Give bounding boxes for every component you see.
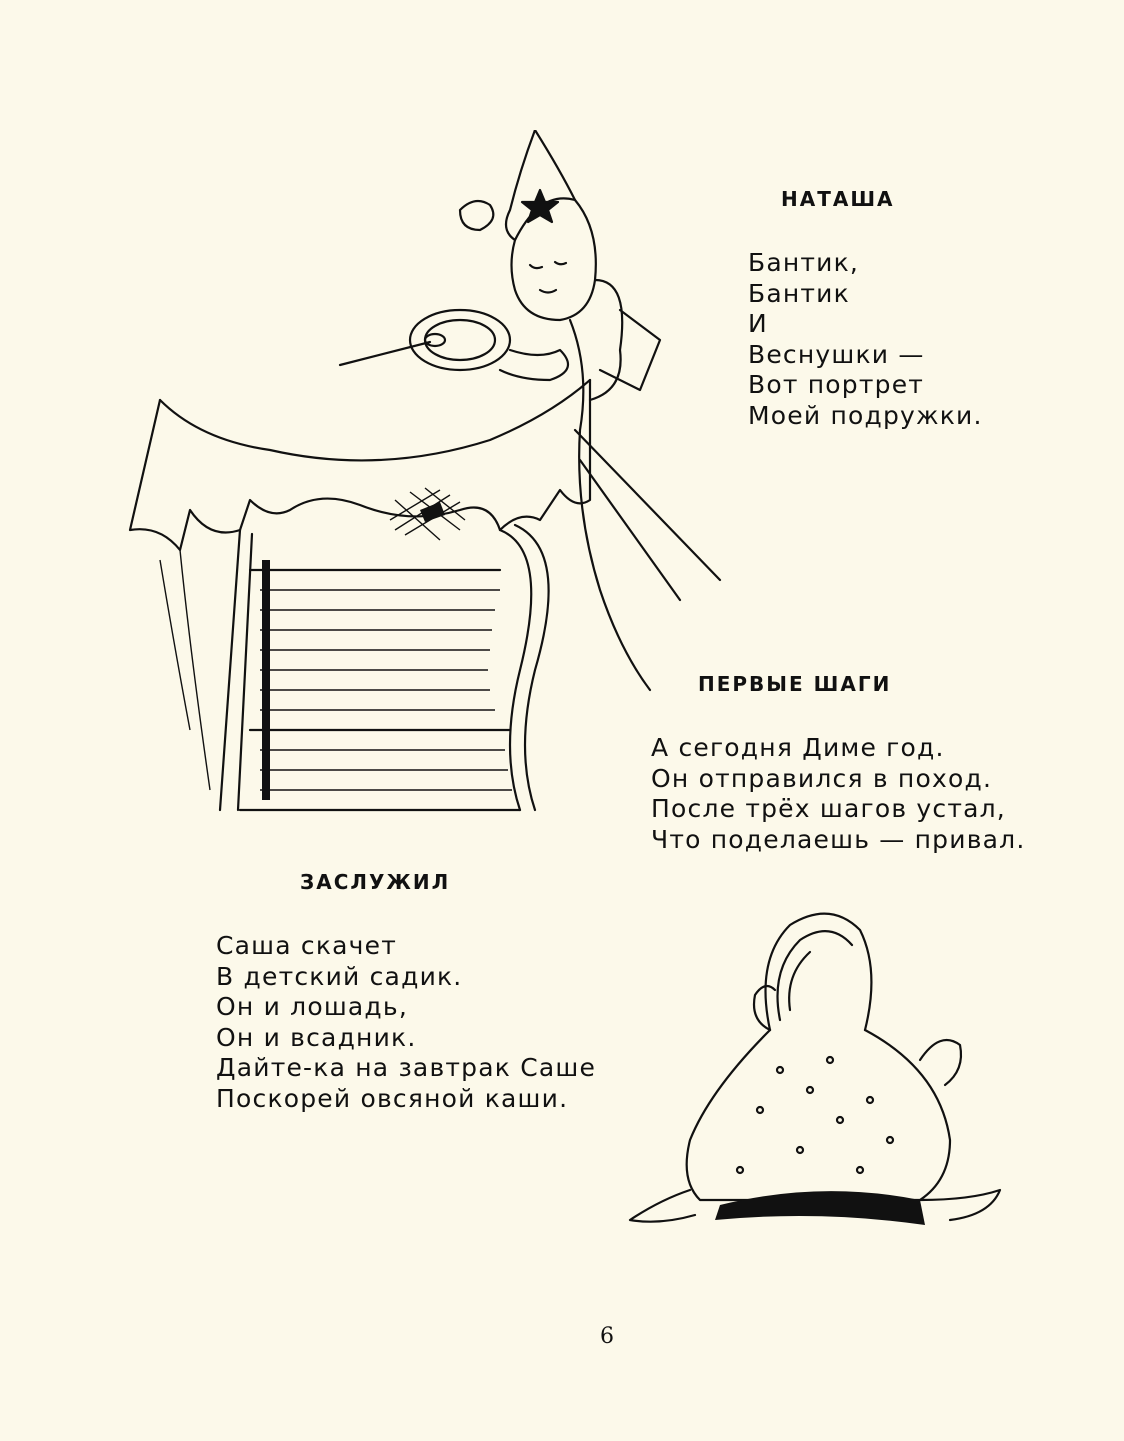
poem-line: И (748, 309, 768, 338)
poem-line: Он отправился в поход. (651, 763, 993, 793)
poem-line: Бантик, (748, 248, 860, 277)
poem-line: После трёх шагов устал, (651, 794, 1006, 823)
poem-deserved (216, 931, 596, 1114)
poem-line: Веснушки — (748, 339, 925, 369)
poem-line: А сегодня Диме год. (651, 733, 945, 762)
toddler-sitting-illustration (620, 900, 1020, 1240)
poem-line: В детский садик. (216, 961, 463, 991)
poem-title-first-steps: ПЕРВЫЕ ШАГИ (698, 672, 892, 696)
poem-line: Бантик (748, 278, 850, 308)
poem-line: Поскорей овсяной каши. (216, 1083, 569, 1113)
poem-line: Дайте-ка на завтрак Саше (216, 1053, 597, 1082)
poem-title-deserved: ЗАСЛУЖИЛ (300, 870, 451, 894)
poem-line: Он и лошадь, (216, 992, 409, 1021)
page-number: 6 (600, 1324, 614, 1349)
poem-line: Вот портрет (748, 370, 925, 399)
girl-at-table-illustration (120, 130, 740, 830)
poem-line: Он и всадник. (216, 1022, 417, 1052)
poem-line: Моей подружки. (748, 400, 983, 430)
poem-first-steps (651, 733, 1025, 855)
poem-natasha (748, 248, 983, 431)
poem-line: Саша скачет (216, 931, 397, 960)
poem-line: Что поделаешь — привал. (651, 824, 1026, 854)
poem-title-natasha: НАТАША (781, 187, 895, 211)
